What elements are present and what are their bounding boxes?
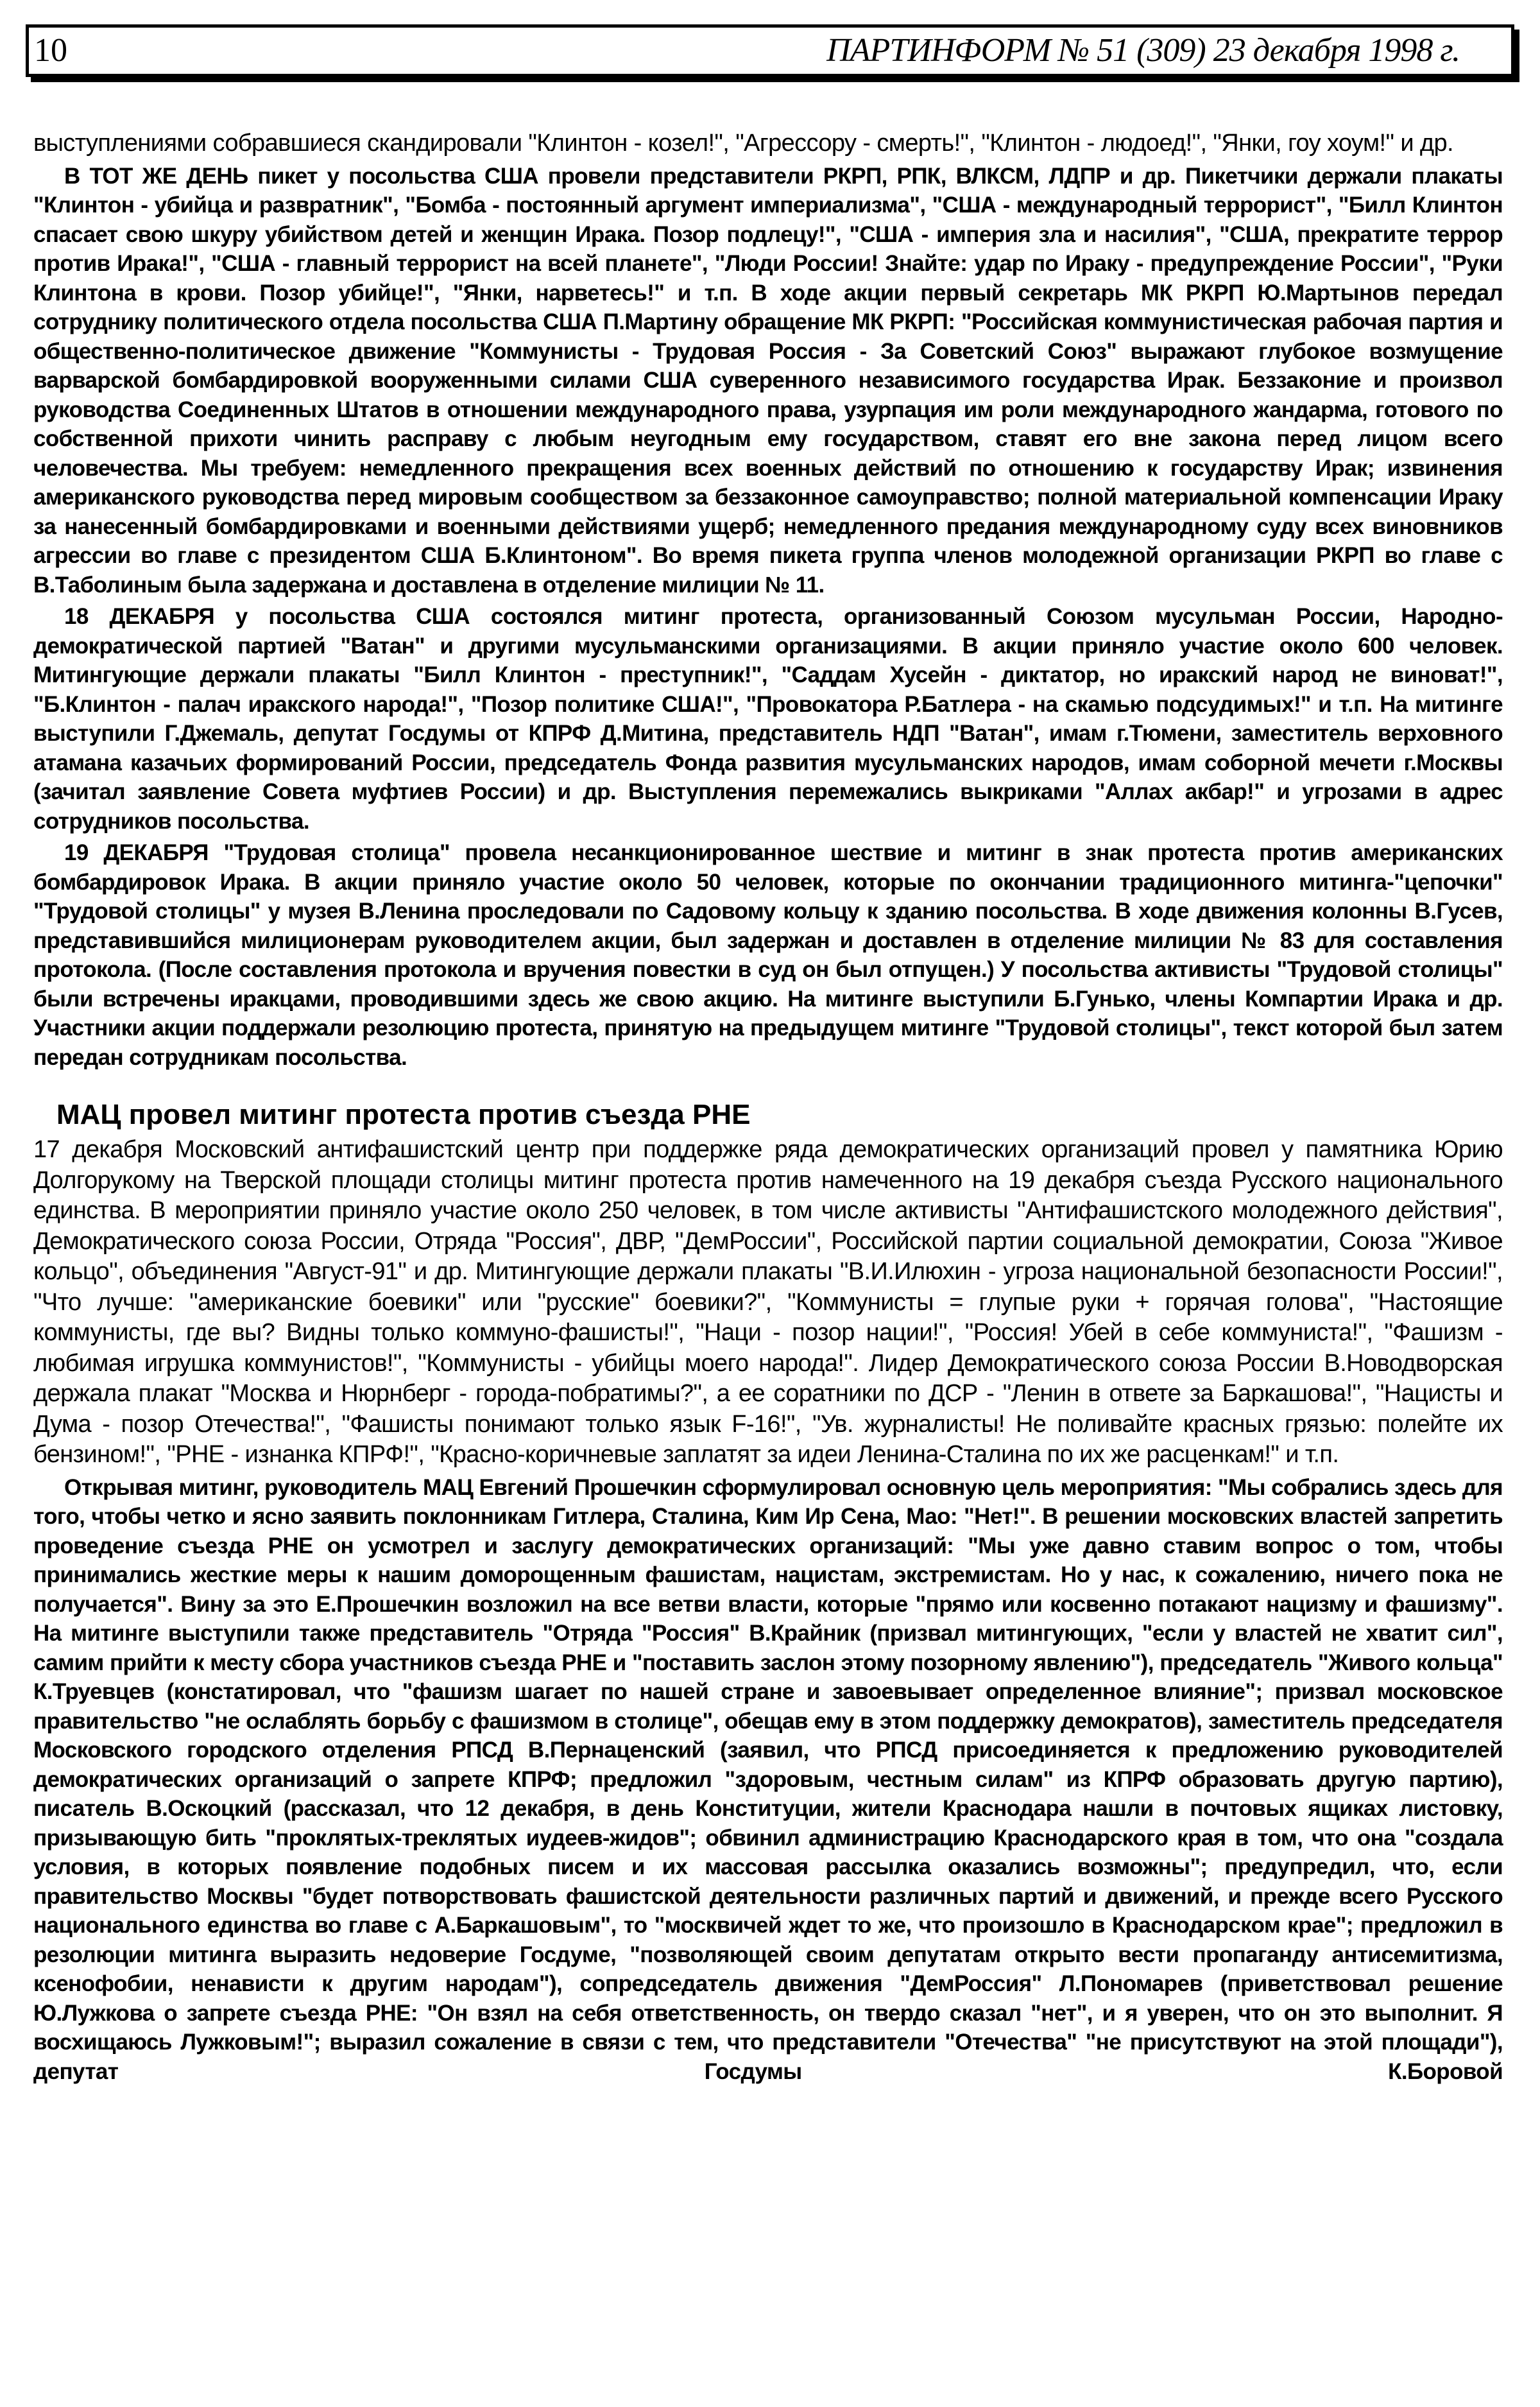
paragraph-mac-rally: 17 декабря Московский антифашистский центр при поддержке ряда демократических организаций провел у памятника Юрию Долгорукому на Тверской площади столицы митинг протеста против намеченного на 19 декабря съезда Русского национального единства. В мероприятии приняло участие около 250 человек, в том числе активисты "Антифашистского молодежного действия", Демократического союза России, Отряда "Россия", ДВР, "ДемРоссии", Российской партии социальной демократии, Союза "Живое кольцо", объединения "Август-91" и др. Митингующие держали плакаты "В.И.Илюхин - угроза национальной безопасности России!", "Что лучше: "американские боевики" или "русские" боевики?", "Коммунисты = глупые руки + горячая голова", "Настоящие коммунисты, где вы? Видны только коммуно-фашисты!", "Наци - позор нации!", "Россия! Убей в себе коммуниста!", "Фашизм - любимая игрушка коммунистов!", "Коммунисты - убийцы моего народа!". Лидер Демократического союза России В.Новодворская держала плакат "Москва и Нюрнберг - города-побратимы?", а ее соратники по ДСР - "Ленин в ответе за Баркашова!", "Нацисты и Дума - позор Отечества!", "Фашисты понимают только язык F-16!", "Ув. журналисты! Не поливайте красных грязью: полейте их бензином!", "РНЕ - изнанка КПРФ!", "Красно-коричневые заплатят за идеи Ленина-Сталина по их же расценкам!" и т.п. xyxy=(33,1136,1503,1468)
article-heading: МАЦ провел митинг протеста против съезда РНЕ xyxy=(56,1099,751,1130)
article-body xyxy=(33,128,1503,2086)
paragraph-continuation: выступлениями собравшиеся скандировали "Клинтон - козел!", "Агрессору - смерть!", "Клинтон - людоед!", "Янки, гоу хоум!" и др. xyxy=(33,130,1453,157)
paragraph-same-day-picket: В ТОТ ЖЕ ДЕНЬ пикет у посольства США провели представители РКРП, РПК, ВЛКСМ, ЛДПР и др. Пикетчики держали плакаты "Клинтон - убийца и развратник", "Бомба - постоянный аргумент империализма", "США - международный террорист", "Билл Клинтон спасает свою шкуру убийством детей и женщин Ирака. Позор подлецу!", "США - империя зла и насилия", "США, прекратите террор против Ирака!", "США - главный террорист на всей планете", "Люди России! Знайте: удар по Ираку - предупреждение России", "Руки Клинтона в крови. Позор убийце!", "Янки, нарветесь!" и т.п. В ходе акции первый секретарь МК РКРП Ю.Мартынов передал сотруднику политического отдела посольства США П.Мартину обращение МК РКРП: "Российская коммунистическая рабочая партия и общественно-политическое движение "Коммунисты - Трудовая Россия - За Советский Союз" выражают глубокое возмущение варварской бомбардировкой вооруженными силами США суверенного независимого государства Ирак. Беззаконие и произвол руководства Соединенных Штатов в отношении международного права, узурпация им роли международного жандарма, готового по собственной прихоти чинить расправу с любым неугодным ему государством, ставят его вне закона перед лицом всего человечества. Мы требуем: немедленного прекращения всех военных действий по отношению к государству Ирак; извинения американского руководства перед мировым сообществом за беззаконное самоуправство; полной материальной компенсации Ираку за нанесенный бомбардировками и военными действиями ущерб; немедленного предания международному суду всех виновников агрессии во главе с президентом США Б.Клинтоном". Во время пикета группа членов молодежной организации РКРП во главе с В.Таболиным была задержана и доставлена в отделение милиции № 11. xyxy=(33,163,1503,598)
page-header xyxy=(26,24,1514,77)
publication-title: ПАРТИНФОРМ № 51 (309) 23 декабря 1998 г. xyxy=(826,32,1460,69)
paragraph-december-18: 18 ДЕКАБРЯ у посольства США состоялся митинг протеста, организованный Союзом мусульман России, Народно-демократической партией "Ватан" и другими мусульманскими организациями. В акции приняло участие около 600 человек. Митингующие держали плакаты "Билл Клинтон - преступник!", "Саддам Хусейн - диктатор, но иракский народ не виноват!", "Б.Клинтон - палач иракского народа!", "Позор политике США!", "Провокатора Р.Батлера - на скамью подсудимых!" и т.п. На митинге выступили Г.Джемаль, депутат Госдумы от КПРФ Д.Митина, представитель НДП "Ватан", имам г.Тюмени, заместитель верховного атамана казачьих формирований России, председатель Фонда развития мусульманских народов, имам соборной мечети г.Москвы (зачитал заявление Совета муфтиев России) и др. Выступления перемежались выкриками "Аллах акбар!" и угрозами в адрес сотрудников посольства. xyxy=(33,604,1503,834)
page-number: 10 xyxy=(34,32,67,69)
paragraph-december-19: 19 ДЕКАБРЯ "Трудовая столица" провела несанкционированное шествие и митинг в знак протеста против американских бомбардировок Ирака. В акции приняло участие около 50 человек, которые по окончании традиционного митинга-"цепочки" "Трудовой столицы" у музея В.Ленина проследовали по Садовому кольцу к зданию посольства. В ходе движения колонны В.Гусев, представившийся милиционерам руководителем акции, был задержан и доставлен в отделение милиции № 83 для составления протокола. (После составления протокола и вручения повестки в суд он был отпущен.) У посольства активисты "Трудовой столицы" были встречены иракцами, проводившими здесь же свою акцию. На митинге выступили Б.Гунько, члены Компартии Ирака и др. Участники акции поддержали резолюцию протеста, принятую на предыдущем митинге "Трудовой столицы", текст которой был затем передан сотрудникам посольства. xyxy=(33,840,1503,1070)
paragraph-rally-speeches: Открывая митинг, руководитель МАЦ Евгений Прошечкин сформулировал основную цель мероприятия: "Мы собрались здесь для того, чтобы четко и ясно заявить поклонникам Гитлера, Сталина, Ким Ир Сена, Мао: "Нет!". В решении московских властей запретить проведение съезда РНЕ он усмотрел и заслугу демократических организаций: "Мы уже давно ставим вопрос о том, чтобы принимались жесткие меры к нашим доморощенным фашистам, нацистам, экстремистам. Но у нас, к сожалению, ничего пока не получается". Вину за это Е.Прошечкин возложил на все ветви власти, которые "прямо или косвенно потакают нацизму и фашизму". На митинге выступили также представитель "Отряда "Россия" В.Крайник (призвал митингующих, "если у властей не хватит сил", самим прийти к месту сбора участников съезда РНЕ и "поставить заслон этому позорному явлению"), председатель "Живого кольца" К.Труевцев (констатировал, что "фашизм шагает по нашей стране и завоевывает определенное влияние"; призвал московское правительство "не ослаблять борьбу с фашизмом в столице", обещав ему в этом поддержку демократов), заместитель председателя Московского городского отделения РПСД В.Пернаценский (заявил, что РПСД присоединяется к предложению руководителей демократических организаций о запрете КПРФ; предложил "здоровым, честным силам" из КПРФ образовать другую партию), писатель В.Оскоцкий (рассказал, что 12 декабря, в день Конституции, жители Краснодара нашли в почтовых ящиках листовку, призывающую бить "проклятых-треклятых иудеев-жидов"; обвинил администрацию Краснодарского края в том, что она "создала условия, в которых появление подобных писем и их массовая рассылка оказались возможны"; предупредил, что, если правительство Москвы "будет потворствовать фашистской деятельности различных партий и движений, и прежде всего Русского национального единства во главе с А.Баркашовым", то "москвичей ждет то же, что произошло в Краснодарском крае"; предложил в резолюции митинга выразить недоверие Госдуме, "позволяющей своим депутатам открыто вести пропаганду антисемитизма, ксенофобии, ненависти к другим народам"), сопредседатель движения "ДемРоссия" Л.Пономарев (приветствовал решение Ю.Лужкова о запрете съезда РНЕ: "Он взял на себя ответственность, он твердо сказал "нет", и я уверен, что он это выполнит. Я восхищаюсь Лужковым!"; выразил сожаление в связи с тем, что представители "Отечества" "не присутствуют на этой площади"), депутат Госдумы К.Боровой xyxy=(33,1474,1503,2084)
